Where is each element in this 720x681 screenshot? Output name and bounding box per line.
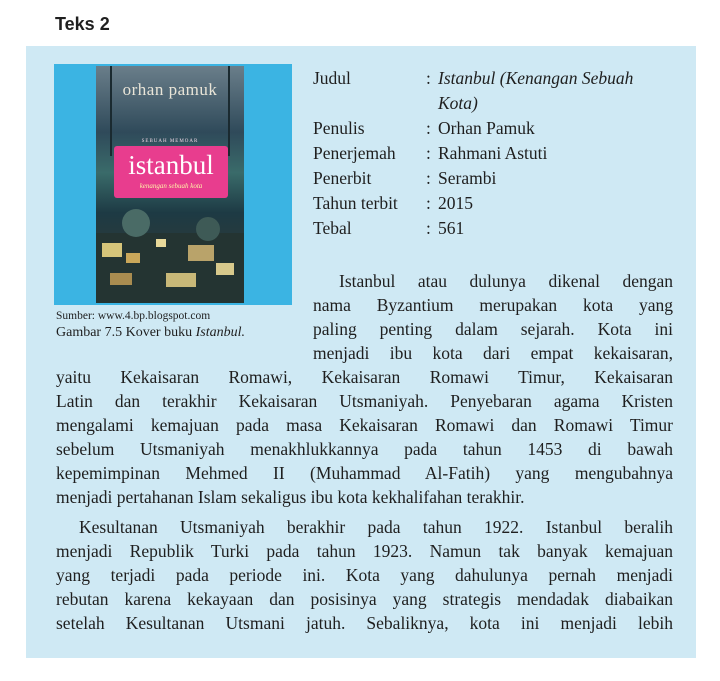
section-heading: Teks 2 <box>55 14 110 34</box>
minaret-right <box>228 66 230 156</box>
meta-key: Penulis <box>313 118 365 138</box>
meta-row-title-cont <box>313 91 668 116</box>
meta-row-title <box>313 66 668 91</box>
cover-title-box <box>114 146 228 198</box>
meta-value: Istanbul (Kenangan Sebuah <box>438 68 634 88</box>
meta-colon: : <box>426 68 431 88</box>
book-metadata <box>313 66 668 241</box>
cover-subtitle: kenangan sebuah kota <box>139 182 203 190</box>
meta-row-translator <box>313 141 668 166</box>
para1-line: Latin dan terakhir Kekaisaran Utsmaniyah. Penyebaran agama Kristen <box>56 391 673 411</box>
meta-value: Orhan Pamuk <box>438 118 535 138</box>
meta-row-pages <box>313 216 668 241</box>
cover-title: istanbul <box>128 150 214 180</box>
para1-line: menjadi ibu kota dari empat kekaisaran, <box>313 343 673 363</box>
meta-value: 2015 <box>438 193 473 213</box>
para1-line: mengalami kemajuan pada masa Kekaisaran Romawi dan Romawi Timur <box>56 415 673 435</box>
caption-text: Gambar 7.5 Kover buku <box>56 325 196 340</box>
image-source: Sumber: www.4.bp.blogspot.com <box>56 310 211 322</box>
image-caption <box>56 325 245 341</box>
meta-colon: : <box>426 118 431 138</box>
para2-line: rebutan karena kekayaan dan posisinya yang strategis mendadak diabaikan <box>56 589 673 609</box>
para1-line: Istanbul atau dulunya dikenal dengan <box>339 271 673 291</box>
meta-row-year <box>313 191 668 216</box>
meta-colon-spacer <box>426 91 438 116</box>
meta-row-author <box>313 116 668 141</box>
minaret-left <box>110 66 112 156</box>
meta-colon: : <box>426 168 431 188</box>
meta-value: 561 <box>438 218 465 238</box>
para2-line: menjadi Republik Turki pada tahun 1923. Namun tak banyak kemajuan <box>56 541 673 561</box>
para1-line: menjadi pertahanan Islam sekaligus ibu kota kekhalifahan terakhir. <box>56 487 525 507</box>
meta-key-spacer <box>313 91 426 116</box>
book-cover-image <box>96 66 244 303</box>
para1-line: paling penting dalam sejarah. Kota ini <box>313 319 673 339</box>
para1-line: nama Byzantium merupakan kota yang <box>313 295 673 315</box>
meta-key: Tahun terbit <box>313 193 398 213</box>
book-cover-frame <box>54 64 292 305</box>
meta-value: Serambi <box>438 168 497 188</box>
para2-line: yang terjadi pada periode ini. Kota yang dahulunya pernah menjadi <box>56 565 673 585</box>
meta-row-publisher <box>313 166 668 191</box>
para1-line: yaitu Kekaisaran Romawi, Kekaisaran Romawi Timur, Kekaisaran <box>56 367 673 387</box>
para2-line: Kesultanan Utsmaniyah berakhir pada tahun 1922. Istanbul beralih <box>79 517 673 537</box>
meta-key: Judul <box>313 68 351 88</box>
meta-colon: : <box>426 193 431 213</box>
caption-italic: Istanbul. <box>195 325 245 340</box>
cover-series: SEBUAH MEMOAR <box>141 139 199 144</box>
para2-line: setelah Kesultanan Utsmani jatuh. Sebaliknya, kota ini menjadi lebih <box>56 613 673 633</box>
city-skyline-illustration <box>96 203 244 303</box>
para1-line: kepemimpinan Mehmed II (Muhammad Al-Fatih) yang mengubahnya <box>56 463 673 483</box>
meta-key: Penerjemah <box>313 143 396 163</box>
text-panel <box>26 46 696 658</box>
cover-author: orhan pamuk <box>122 80 218 99</box>
para1-line: sebelum Utsmaniyah menakhlukkannya pada tahun 1453 di bawah <box>56 439 673 459</box>
meta-key: Penerbit <box>313 168 372 188</box>
meta-colon: : <box>426 143 431 163</box>
meta-value-cont: Kota) <box>438 93 478 113</box>
meta-key: Tebal <box>313 218 352 238</box>
meta-value: Rahmani Astuti <box>438 143 548 163</box>
meta-colon: : <box>426 218 431 238</box>
